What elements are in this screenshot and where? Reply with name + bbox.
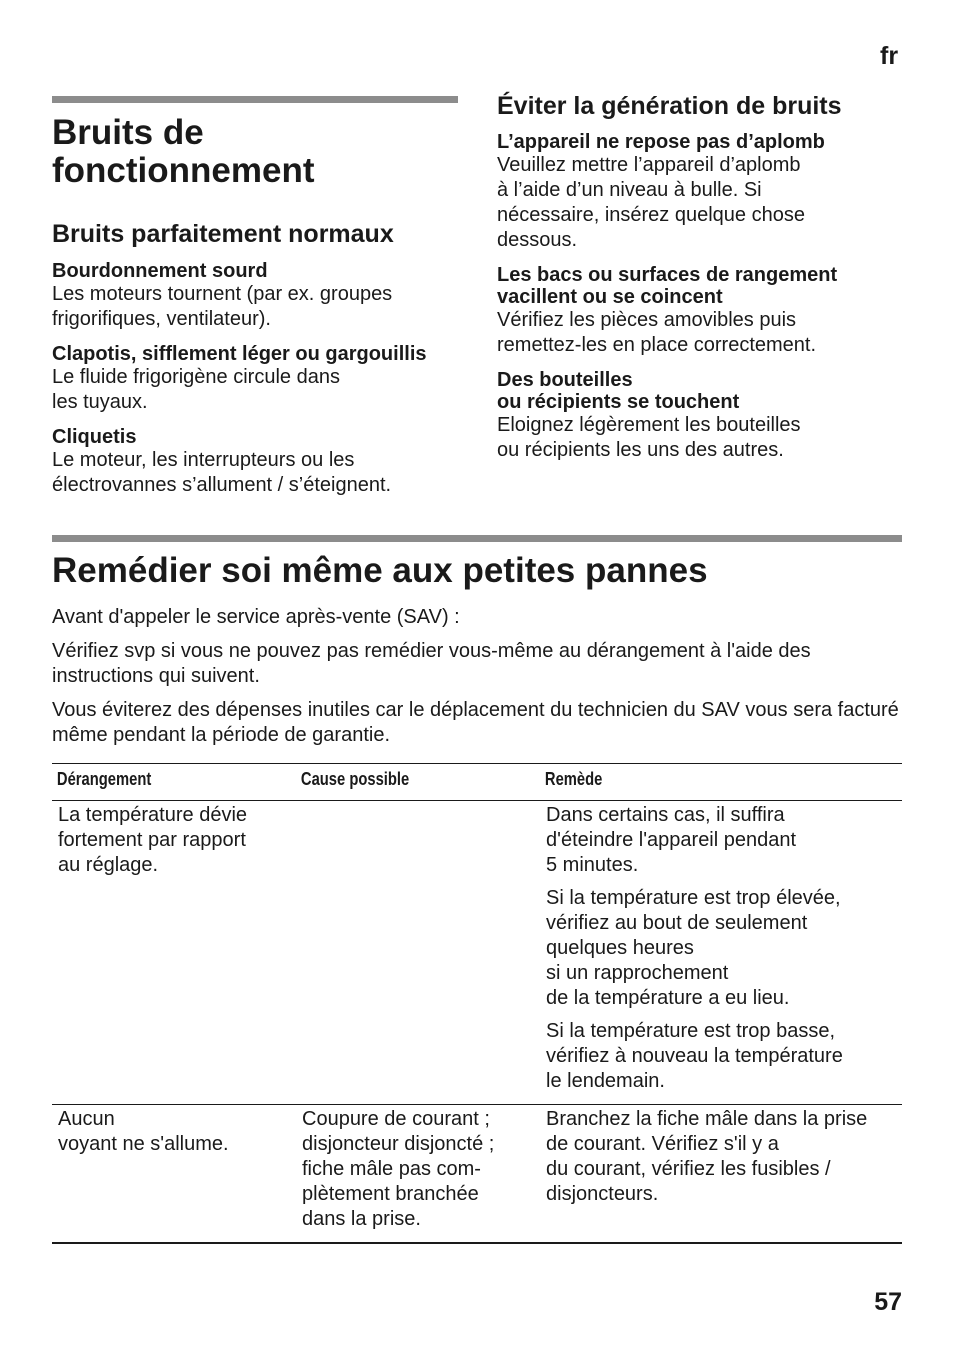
fault-text: La température dévie fortement par rapport au réglage. xyxy=(58,804,248,876)
fault-text: Aucun voyant ne s'allume. xyxy=(58,1108,229,1155)
noise-item-text: Les moteurs tournent (par ex. groupes frigorifiques, ventilateur). xyxy=(52,283,393,330)
avoid-item-text: Vérifiez les pièces amovibles puis remettez-les en place correctement. xyxy=(497,309,817,356)
column-header-remedy: Remède xyxy=(544,769,603,789)
fault-cell xyxy=(52,1105,296,1244)
table-row xyxy=(52,1105,902,1244)
cause-text: Coupure de courant ; disjoncteur disjoncté ; fiche mâle pas com- plètement branchée dans la prise. xyxy=(302,1108,495,1230)
intro-paragraph: Vous éviterez des dépenses inutiles car le déplacement du technicien du SAV vous sera facturé même pendant la période de garantie. xyxy=(52,699,899,746)
cause-cell xyxy=(296,1105,540,1244)
avoid-item xyxy=(497,264,907,358)
remedy-cell xyxy=(540,1105,902,1244)
section-title-troubleshooting: Remédier soi même aux petites pannes xyxy=(52,551,708,590)
remedy-text: Dans certains cas, il suffira d'éteindre l'appareil pendant 5 minutes. xyxy=(546,804,797,876)
troubleshooting-table-wrapper xyxy=(52,763,902,1244)
avoid-item-title: L’appareil ne repose pas d’aplomb xyxy=(497,131,825,153)
remedy-cell xyxy=(540,801,902,1105)
noise-item-text: Le moteur, les interrupteurs ou les électrovannes s’allument / s’éteignent. xyxy=(52,449,392,496)
section-title-noises: Bruits de fonctionnement xyxy=(52,113,315,190)
noise-item-title: Cliquetis xyxy=(52,426,137,448)
page-number: 57 xyxy=(874,1288,902,1316)
column-header-fault: Dérangement xyxy=(56,769,152,789)
language-tag: fr xyxy=(880,42,899,70)
normal-noises-column xyxy=(52,220,462,498)
column-header-cause: Cause possible xyxy=(300,769,410,789)
troubleshooting-table xyxy=(52,763,902,1244)
noise-item xyxy=(52,260,462,332)
noise-item-title: Clapotis, sifflement léger ou gargouillis xyxy=(52,343,427,365)
avoid-item-title: Les bacs ou surfaces de rangement vacillent ou se coincent xyxy=(497,264,838,308)
intro-paragraph: Avant d'appeler le service après-vente (SAV) : xyxy=(52,606,460,628)
normal-noises-heading: Bruits parfaitement normaux xyxy=(52,220,394,248)
noise-item-title: Bourdonnement sourd xyxy=(52,260,268,282)
noise-item xyxy=(52,426,462,498)
avoid-item-title: Des bouteilles ou récipients se touchent xyxy=(497,369,740,413)
table-header-row xyxy=(52,764,902,801)
avoid-item xyxy=(497,131,907,253)
remedy-text: Si la température est trop élevée, vérifiez au bout de seulement quelques heures si un rapprochement de la température a eu lieu. xyxy=(546,887,841,1009)
avoid-noises-column xyxy=(497,92,907,463)
avoid-item-text: Eloignez légèrement les bouteilles ou récipients les uns des autres. xyxy=(497,414,801,461)
avoid-item-text: Veuillez mettre l’appareil d’aplomb à l’aide d’un niveau à bulle. Si nécessaire, insérez quelque chose dessous. xyxy=(497,154,805,251)
noise-item xyxy=(52,343,462,415)
avoid-noises-heading: Éviter la génération de bruits xyxy=(497,92,842,120)
remedy-text: Branchez la fiche mâle dans la prise de courant. Vérifiez s'il y a du courant, vérifiez les fusibles / disjoncteurs. xyxy=(546,1108,868,1205)
avoid-item xyxy=(497,369,907,463)
intro-paragraph: Vérifiez svp si vous ne pouvez pas remédier vous-même au dérangement à l'aide des instructions qui suivent. xyxy=(52,640,811,687)
table-row xyxy=(52,801,902,1105)
section-rule xyxy=(52,535,902,542)
section-rule xyxy=(52,96,458,103)
fault-cell xyxy=(52,801,296,1105)
cause-cell xyxy=(296,801,540,1105)
remedy-text: Si la température est trop basse, vérifiez à nouveau la température le lendemain. xyxy=(546,1020,843,1092)
noise-item-text: Le fluide frigorigène circule dans les tuyaux. xyxy=(52,366,340,413)
troubleshooting-intro xyxy=(52,605,902,757)
